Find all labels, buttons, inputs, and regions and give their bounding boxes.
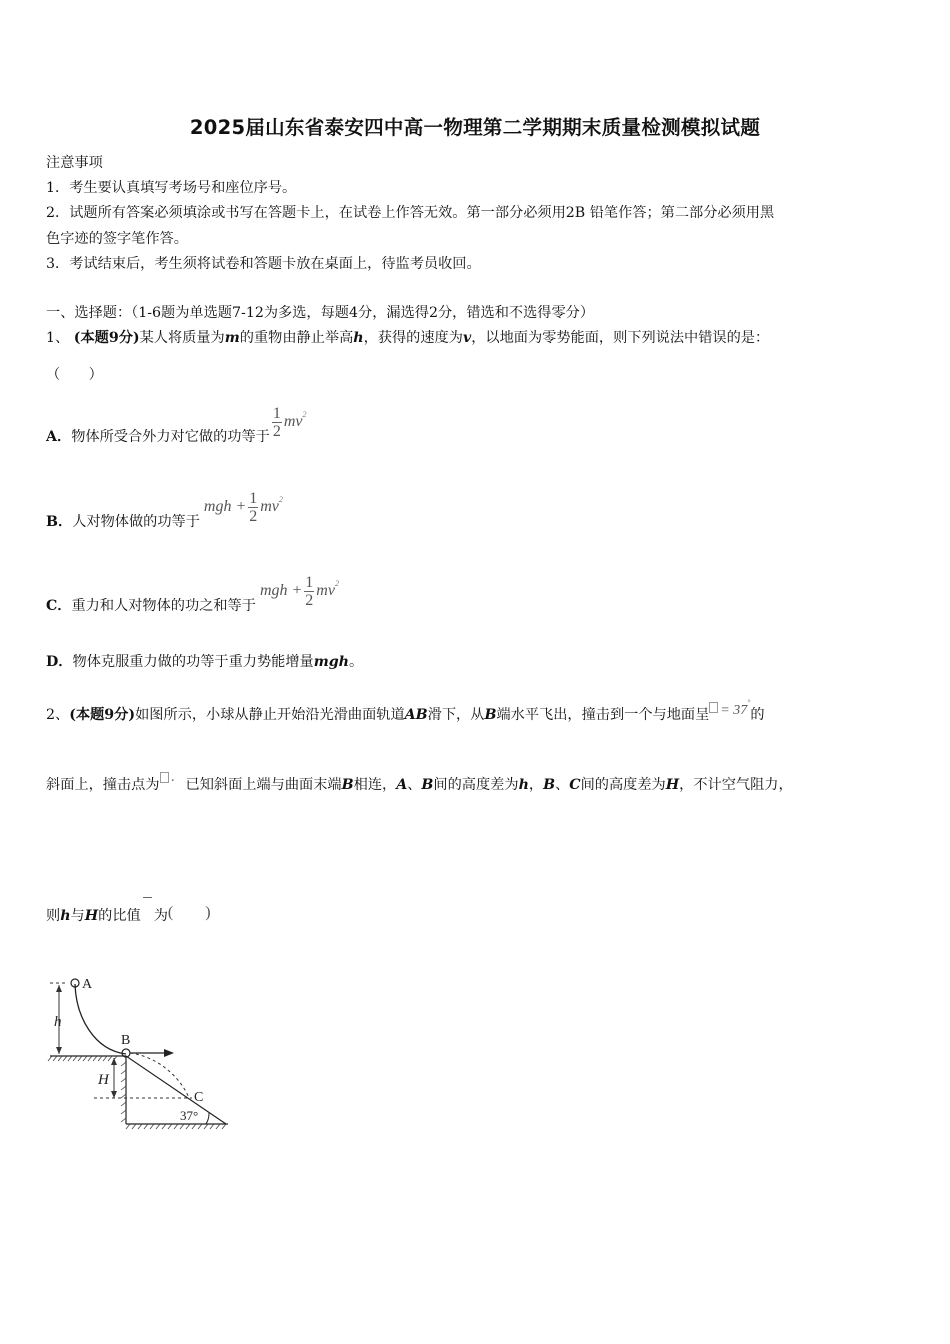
stem-text: 的是： — [726, 330, 770, 346]
angle-arc — [206, 1113, 209, 1124]
notice-item-3: 3．考试结束后，考生须将试卷和答题卡放在桌面上，待监考员收回。 — [46, 256, 481, 272]
math-expression: $mv^2$ — [260, 495, 283, 515]
page-title: 2025届山东省泰安四中高一物理第二学期期末质量检测模拟试题 — [189, 116, 761, 139]
question-points: (本题9分) — [73, 330, 140, 346]
option-text: 重力和人对物体的功之和等于 — [71, 598, 256, 614]
incline — [126, 1056, 226, 1124]
stem-text: ，获得的速度为 — [363, 330, 463, 346]
answer-paren: （ ） — [46, 367, 103, 383]
ground-hatching — [48, 1056, 117, 1061]
question-2-line-1: 2、(本题9分)如图所示，小球从静止开始沿光滑曲面轨道AB滑下，从B端水平飞出，撞击到一个与地面呈 = 37°的 — [46, 698, 765, 723]
option-d: D．物体克服重力做的功等于重力势能增量mgh。 — [46, 654, 364, 670]
stem-text: 的重物由静止举高 — [239, 330, 354, 346]
curved-track — [75, 984, 126, 1054]
question-2-line-2: 斜面上，撞击点为 · 已知斜面上端与曲面末端B相连，A、B间的高度差为h，B、C间的高度差为H，不计空气阻力， — [46, 773, 793, 793]
angle-expression: = 37° — [720, 698, 751, 718]
bottom-hatching — [126, 1124, 226, 1129]
notice-item-2-cont: 色字迹的签字笔作答。 — [46, 231, 188, 247]
stem-text: 某人将质量为 — [139, 330, 225, 346]
option-a — [46, 398, 307, 446]
option-label: A． — [46, 429, 72, 445]
label-h: h — [54, 1014, 62, 1030]
var-h: h — [353, 330, 364, 346]
option-text: 物体克服重力做的功等于重力势能增量 — [72, 654, 314, 670]
option-c — [46, 567, 339, 615]
option-label: D． — [46, 654, 73, 670]
math-expression: mgh + — [203, 498, 247, 515]
question-1-stem — [46, 327, 769, 347]
math-expression: $mv^2$ — [283, 410, 307, 430]
incline-diagram — [44, 972, 244, 1132]
label-H: H — [98, 1072, 109, 1088]
notice-heading: 注意事项 — [46, 155, 103, 171]
label-a: A — [82, 977, 93, 992]
arrow-head-icon — [56, 985, 62, 992]
var-mgh: mgh — [313, 654, 349, 670]
math-expression: $mv^2$ — [316, 579, 339, 599]
section-heading: 一、选择题：（1-6题为单选题7-12为多选，每题4分，漏选得2分，错选和不选得零分） — [46, 305, 595, 321]
var-m: m — [224, 330, 240, 346]
math-expression: mgh + — [259, 582, 303, 599]
stem-text: ，以地面为零势能面，则下列说法中 — [471, 330, 699, 346]
question-number: 2、 — [46, 707, 70, 723]
trajectory — [130, 1053, 189, 1098]
placeholder-glyph-icon — [160, 772, 169, 783]
question-number: 1、 — [46, 330, 70, 346]
option-label: B． — [46, 514, 73, 530]
label-angle: 37° — [180, 1108, 199, 1123]
option-b — [46, 483, 283, 531]
stem-emphasis: 错误 — [698, 330, 727, 346]
option-text: 物体所受合外力对它做的功等于 — [71, 429, 270, 445]
label-b: B — [121, 1033, 131, 1048]
placeholder-glyph-icon — [709, 702, 718, 713]
fraction: $\frac{1}{2}$ — [305, 573, 314, 609]
question-points: (本题9分) — [69, 707, 136, 723]
notice-item-2: 2．试题所有答案必须填涂或书写在答题卡上，在试卷上作答无效。第一部分必须用2B 铅笔作答；第二部分必须用黑 — [46, 205, 775, 221]
var-v: v — [462, 330, 472, 346]
placeholder-fraction-icon — [143, 889, 152, 906]
arrow-head-icon — [56, 1047, 62, 1054]
arrow-head-icon — [164, 1049, 174, 1057]
question-2-line-3: 则h与H的比值 为( ) — [46, 889, 211, 925]
fraction: $\frac{1}{2}$ — [272, 404, 281, 440]
option-label: C． — [46, 598, 72, 614]
wall-hatching — [121, 1062, 126, 1122]
option-text: 人对物体做的功等于 — [72, 514, 200, 530]
arrow-head-icon — [111, 1091, 117, 1098]
notice-item-1: 1．考生要认真填写考场号和座位序号。 — [46, 180, 297, 196]
fraction: $\frac{1}{2}$ — [249, 489, 258, 525]
arrow-head-icon — [111, 1058, 117, 1065]
label-c: C — [194, 1090, 204, 1105]
